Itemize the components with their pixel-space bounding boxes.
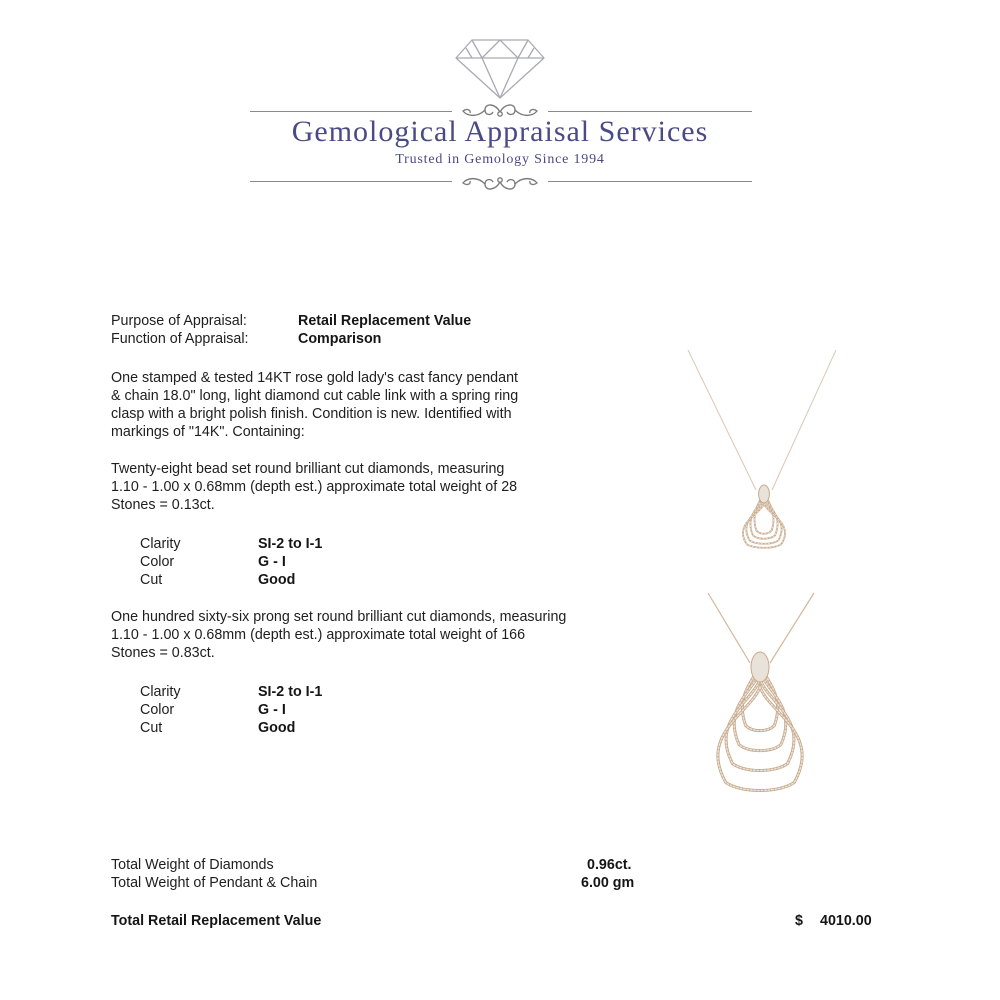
purpose-label: Purpose of Appraisal:	[111, 313, 247, 329]
currency-symbol: $	[795, 913, 803, 929]
description-line: One stamped & tested 14KT rose gold lady's cast fancy pendant	[111, 370, 518, 386]
purpose-value: Retail Replacement Value	[298, 313, 472, 329]
pendant-diamond-row	[726, 679, 794, 771]
pendant-photo-small	[680, 340, 840, 550]
grade-value-clarity: SI-2 to I-1	[258, 536, 323, 552]
pendant-loop	[718, 687, 802, 790]
diamond-line: 1.10 - 1.00 x 0.68mm (depth est.) approximate total weight of 166	[111, 627, 526, 643]
tagline-text: Trusted in Gemology Since 1994	[395, 152, 605, 167]
function-label: Function of Appraisal:	[111, 331, 249, 347]
diamond-group-1-description	[111, 460, 631, 514]
grade-label-clarity: Clarity	[140, 536, 181, 552]
grade-label-cut: Cut	[140, 572, 163, 588]
grade-label-color: Color	[140, 702, 175, 718]
company-tagline	[240, 152, 760, 168]
grade-value-color: G - I	[258, 702, 286, 718]
total-retail-value-label: Total Retail Replacement Value	[111, 913, 322, 929]
grade-label-color: Color	[140, 554, 175, 570]
diamond-line: One hundred sixty-six prong set round brilliant cut diamonds, measuring	[111, 609, 567, 625]
divider-top-right	[548, 111, 752, 112]
total-diamond-weight-label: Total Weight of Diamonds	[111, 857, 274, 873]
grade-value-color: G - I	[258, 554, 286, 570]
total-retail-value: 4010.00	[820, 913, 872, 929]
diamond-logo-icon	[452, 32, 548, 102]
grade-value-cut: Good	[258, 720, 296, 736]
diamond-group-2-description	[111, 608, 631, 662]
grade-value-cut: Good	[258, 572, 296, 588]
total-pendant-weight-value: 6.00 gm	[581, 875, 635, 891]
pendant-loop	[746, 500, 781, 544]
pendant-photo-large	[690, 585, 830, 800]
total-diamond-weight-value: 0.96ct.	[587, 857, 632, 873]
company-name: Gemological Appraisal Services	[291, 115, 709, 148]
divider-bottom-right	[548, 181, 752, 182]
pendant-diamond-row	[746, 500, 781, 544]
total-pendant-weight-label: Total Weight of Pendant & Chain	[111, 875, 318, 891]
scroll-flourish-icon	[455, 170, 545, 194]
description-line: clasp with a bright polish finish. Condition is new. Identified with	[111, 406, 512, 422]
diamond-line: Stones = 0.83ct.	[111, 645, 215, 661]
item-description	[111, 369, 631, 441]
function-value: Comparison	[298, 331, 382, 347]
grade-label-cut: Cut	[140, 720, 163, 736]
grade-label-clarity: Clarity	[140, 684, 181, 700]
description-line: & chain 18.0" long, light diamond cut cable link with a spring ring	[111, 388, 519, 404]
divider-top-left	[250, 111, 452, 112]
pendant-loop	[726, 679, 794, 771]
pendant-diamond-row	[718, 687, 802, 790]
grade-value-clarity: SI-2 to I-1	[258, 684, 323, 700]
pendant-bail	[751, 652, 769, 682]
pendant-bail	[759, 485, 770, 503]
diamond-line: Stones = 0.13ct.	[111, 497, 215, 513]
divider-bottom-left	[250, 181, 452, 182]
diamond-line: Twenty-eight bead set round brilliant cut diamonds, measuring	[111, 461, 505, 477]
diamond-line: 1.10 - 1.00 x 0.68mm (depth est.) approximate total weight of 28	[111, 479, 518, 495]
description-line: markings of "14K". Containing:	[111, 424, 305, 440]
